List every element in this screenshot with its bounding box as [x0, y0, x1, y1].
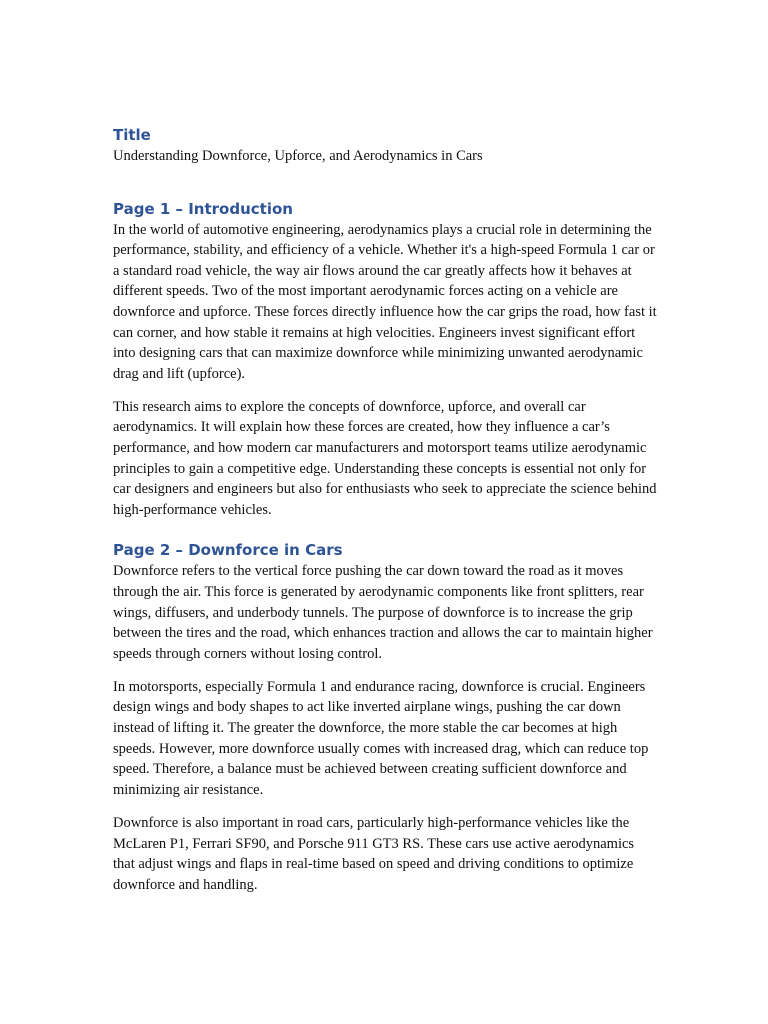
- title-heading: Title: [113, 126, 151, 144]
- section-downforce: [113, 539, 658, 895]
- document-title-text: Understanding Downforce, Upforce, and Aerodynamics in Cars: [113, 148, 483, 164]
- paragraph: Downforce refers to the vertical force pushing the car down toward the road as it moves through the air. This force is generated by aerodynamic components like front splitters, rear wings, diffusers, and underbody tunnels. The purpose of downforce is to increase the grip between the tires and the road, which enhances traction and allows the car to maintain higher speeds through corners without losing control.: [113, 563, 653, 662]
- paragraph: In the world of automotive engineering, aerodynamics plays a crucial role in determining the performance, stability, and efficiency of a vehicle. Whether it's a high-speed Formula 1 car or a standard road vehicle, the way air flows around the car greatly affects how it behaves at different speeds. Two of the most important aerodynamic forces acting on a vehicle are downforce and upforce. These forces directly influence how the car grips the road, how fast it can corner, and how stable it remains at high velocities. Engineers invest significant effort into designing cars that can maximize downforce while minimizing unwanted aerodynamic drag and lift (upforce).: [113, 221, 657, 382]
- paragraph: In motorsports, especially Formula 1 and endurance racing, downforce is crucial. Engineers design wings and body shapes to act like inverted airplane wings, pushing the car down instead of lifting it. The greater the downforce, the more stable the car becomes at high speeds. However, more downforce usually comes with increased drag, which can reduce top speed. Therefore, a balance must be achieved between creating sufficient downforce and minimizing air resistance.: [113, 678, 649, 798]
- document-body: [113, 124, 658, 908]
- section-heading: Page 2 – Downforce in Cars: [113, 541, 343, 560]
- section-heading: Page 1 – Introduction: [113, 199, 293, 218]
- paragraph: Downforce is also important in road cars, particularly high-performance vehicles like the McLaren P1, Ferrari SF90, and Porsche 911 GT3 RS. These cars use active aerodynamics that adjust wings and flaps in real-time based on speed and driving conditions to optimize downforce and handling.: [113, 814, 635, 893]
- paragraph: This research aims to explore the concepts of downforce, upforce, and overall car aerodynamics. It will explain how these forces are created, how they influence a car’s performance, and how modern car manufacturers and motorsport teams utilize aerodynamic principles to gain a competitive edge. Understanding these concepts is essential not only for car designers and engineers but also for enthusiasts who seek to appreciate the science behind high-performance vehicles.: [113, 398, 657, 518]
- section-introduction: [113, 198, 658, 521]
